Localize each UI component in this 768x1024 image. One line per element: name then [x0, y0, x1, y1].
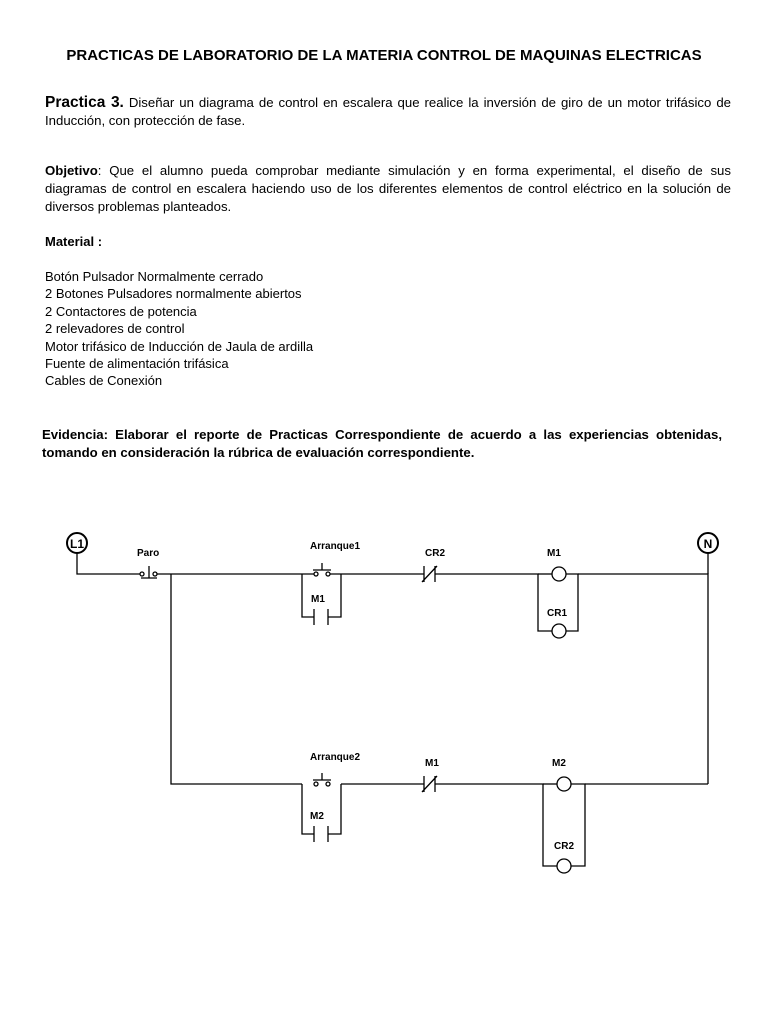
wire: [578, 574, 708, 784]
interlock2-label: M1: [425, 758, 439, 769]
coil-m1-label: M1: [547, 548, 561, 559]
material-item: Fuente de alimentación trifásica: [45, 356, 229, 372]
coil-cr1-label: CR1: [547, 608, 568, 619]
material-item: 2 Contactores de potencia: [45, 303, 197, 319]
wire: [571, 784, 585, 866]
seal2-label: M2: [310, 811, 324, 822]
material-heading: Material :: [45, 234, 103, 249]
interlock1-contact-icon: [418, 566, 441, 582]
seal2-contact-icon: [314, 826, 328, 842]
document-title: PRACTICAS DE LABORATORIO DE LA MATERIA CONTROL DE MAQUINAS ELECTRICAS: [66, 47, 702, 64]
material-item: Motor trifásico de Inducción de Jaula de ardilla: [45, 338, 314, 354]
material-item: 2 Botones Pulsadores normalmente abiertos: [45, 286, 302, 302]
wire: [566, 574, 578, 631]
practice-text: Diseñar un diagrama de control en escalera que realice la inversión de giro de un motor trifásico de Inducción, con protección de fase.: [45, 95, 731, 128]
seal1-contact-icon: [314, 609, 328, 625]
material-item: 2 relevadores de control: [45, 321, 185, 337]
wire: [77, 553, 140, 574]
coil-cr2-icon: [557, 859, 571, 873]
coil-m1-icon: [552, 567, 566, 581]
l1-label: L1: [69, 537, 85, 551]
objective-text: : Que el alumno pueda comprobar mediante simulación y en forma experimental, el diseño de sus diagramas de control en escalera haciendo uso de los diferentes elementos de control eléctrico en la solución de diversos problemas planteados.: [45, 163, 731, 214]
wire: [441, 574, 552, 631]
interlock2-contact-icon: [418, 776, 441, 792]
material-item: Botón Pulsador Normalmente cerrado: [45, 269, 264, 284]
evidence-paragraph: Evidencia: Elaborar el reporte de Practicas Correspondiente de acuerdo a las experiencias obtenidas, tomando en consideración la rúbrica de evaluación correspondiente.: [42, 427, 722, 460]
stop-label: Paro: [137, 548, 160, 559]
coil-cr1-icon: [552, 624, 566, 638]
start1-pushbutton-icon: [313, 563, 331, 576]
interlock1-label: CR2: [425, 548, 446, 559]
start1-label: Arranque1: [310, 541, 361, 552]
wire: [328, 784, 341, 834]
material-item: Cables de Conexión: [45, 373, 163, 389]
start2-pushbutton-icon: [313, 773, 331, 786]
wire: [302, 784, 314, 834]
wire: [328, 574, 341, 617]
wire: [171, 574, 302, 784]
stop-pushbutton-icon: [140, 566, 157, 578]
practice-label: Practica 3.: [45, 94, 124, 111]
coil-cr2-label: CR2: [554, 841, 575, 852]
n-label: N: [703, 537, 713, 551]
seal1-label: M1: [311, 594, 325, 605]
start2-label: Arranque2: [310, 752, 361, 763]
wire: [441, 784, 557, 866]
coil-m2-icon: [557, 777, 571, 791]
coil-m2-label: M2: [552, 758, 566, 769]
objective-label: Objetivo: [45, 163, 98, 178]
